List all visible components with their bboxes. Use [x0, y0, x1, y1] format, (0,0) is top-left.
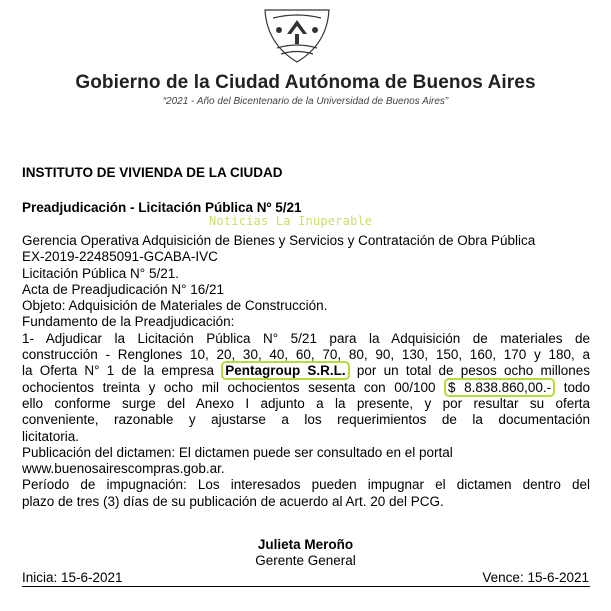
portal-url: www.buenosairescompras.gob.ar. [22, 461, 225, 477]
institute-name: INSTITUTO DE VIVIENDA DE LA CIUDAD [22, 165, 283, 180]
government-title: Gobierno de la Ciudad Autónoma de Buenos Aires [75, 72, 536, 93]
body-line: 1- Adjudicar la Licitación Pública N° 5/21 para la Adquisición de materiales de [22, 330, 590, 346]
body-line: EX-2019-22485091-GCABA-IVC [22, 249, 218, 265]
footer-rule [22, 586, 590, 587]
document-subject: Preadjudicación - Licitación Pública Nº 5/21 [22, 200, 302, 215]
amount-trailing: todo [563, 379, 590, 395]
signatory-name: Julieta Meroño [257, 537, 354, 552]
body-line: Gerencia Operativa Adquisición de Bienes y Servicios y Contratación de Obra Pública [22, 233, 536, 248]
amount-highlight: $ 8.838.860,00.- [444, 378, 555, 397]
amount-words: ochocientos treinta y ocho mil ochocientos sesenta con 00/100 [22, 379, 436, 395]
document-body [22, 233, 590, 510]
body-line: construcción - Renglones 10, 20, 30, 40, 60, 70, 80, 90, 130, 150, 160, 170 y 180, a [22, 347, 590, 363]
body-line: plazo de tres (3) días de su publicación de acuerdo al Art. 20 del PCG. [22, 493, 444, 509]
body-line: ello conforme surge del Anexo I adjunto a la presente, y por resultar su oferta [22, 395, 590, 411]
body-line: licitatoria. [22, 428, 80, 444]
body-line-amount [22, 380, 590, 396]
body-line: Acta de Preadjudicación N° 16/21 [22, 281, 225, 297]
body-line: Publicación del dictamen: El dictamen puede ser consultado en el portal [22, 444, 453, 460]
end-date: Vence: 15-6-2021 [482, 570, 589, 585]
company-name-highlight: Pentagroup S.R.L. [221, 361, 349, 380]
total-text: por un total de pesos ocho millones [356, 363, 590, 379]
offer-text: la Oferta N° 1 de la empresa [22, 363, 214, 379]
watermark-text: Noticias La Inuperable [209, 214, 373, 228]
body-line: conveniente, razonable y ajustarse a los requerimientos de la documentación [22, 412, 590, 428]
body-line: Licitación Pública N° 5/21. [22, 265, 179, 281]
signatory-role: Gerente General [255, 553, 356, 568]
body-line: Período de impugnación: Los interesados pueden impugnar el dictamen dentro del [22, 477, 590, 493]
year-motto: “2021 - Año del Bicentenario de la Universidad de Buenos Aires” [162, 96, 449, 107]
city-coat-of-arms-icon [257, 4, 337, 68]
start-date: Inicia: 15-6-2021 [22, 570, 123, 585]
body-line: Objeto: Adquisición de Materiales de Construcción. [22, 298, 328, 314]
body-line: Fundamento de la Preadjudicación: [22, 314, 235, 330]
